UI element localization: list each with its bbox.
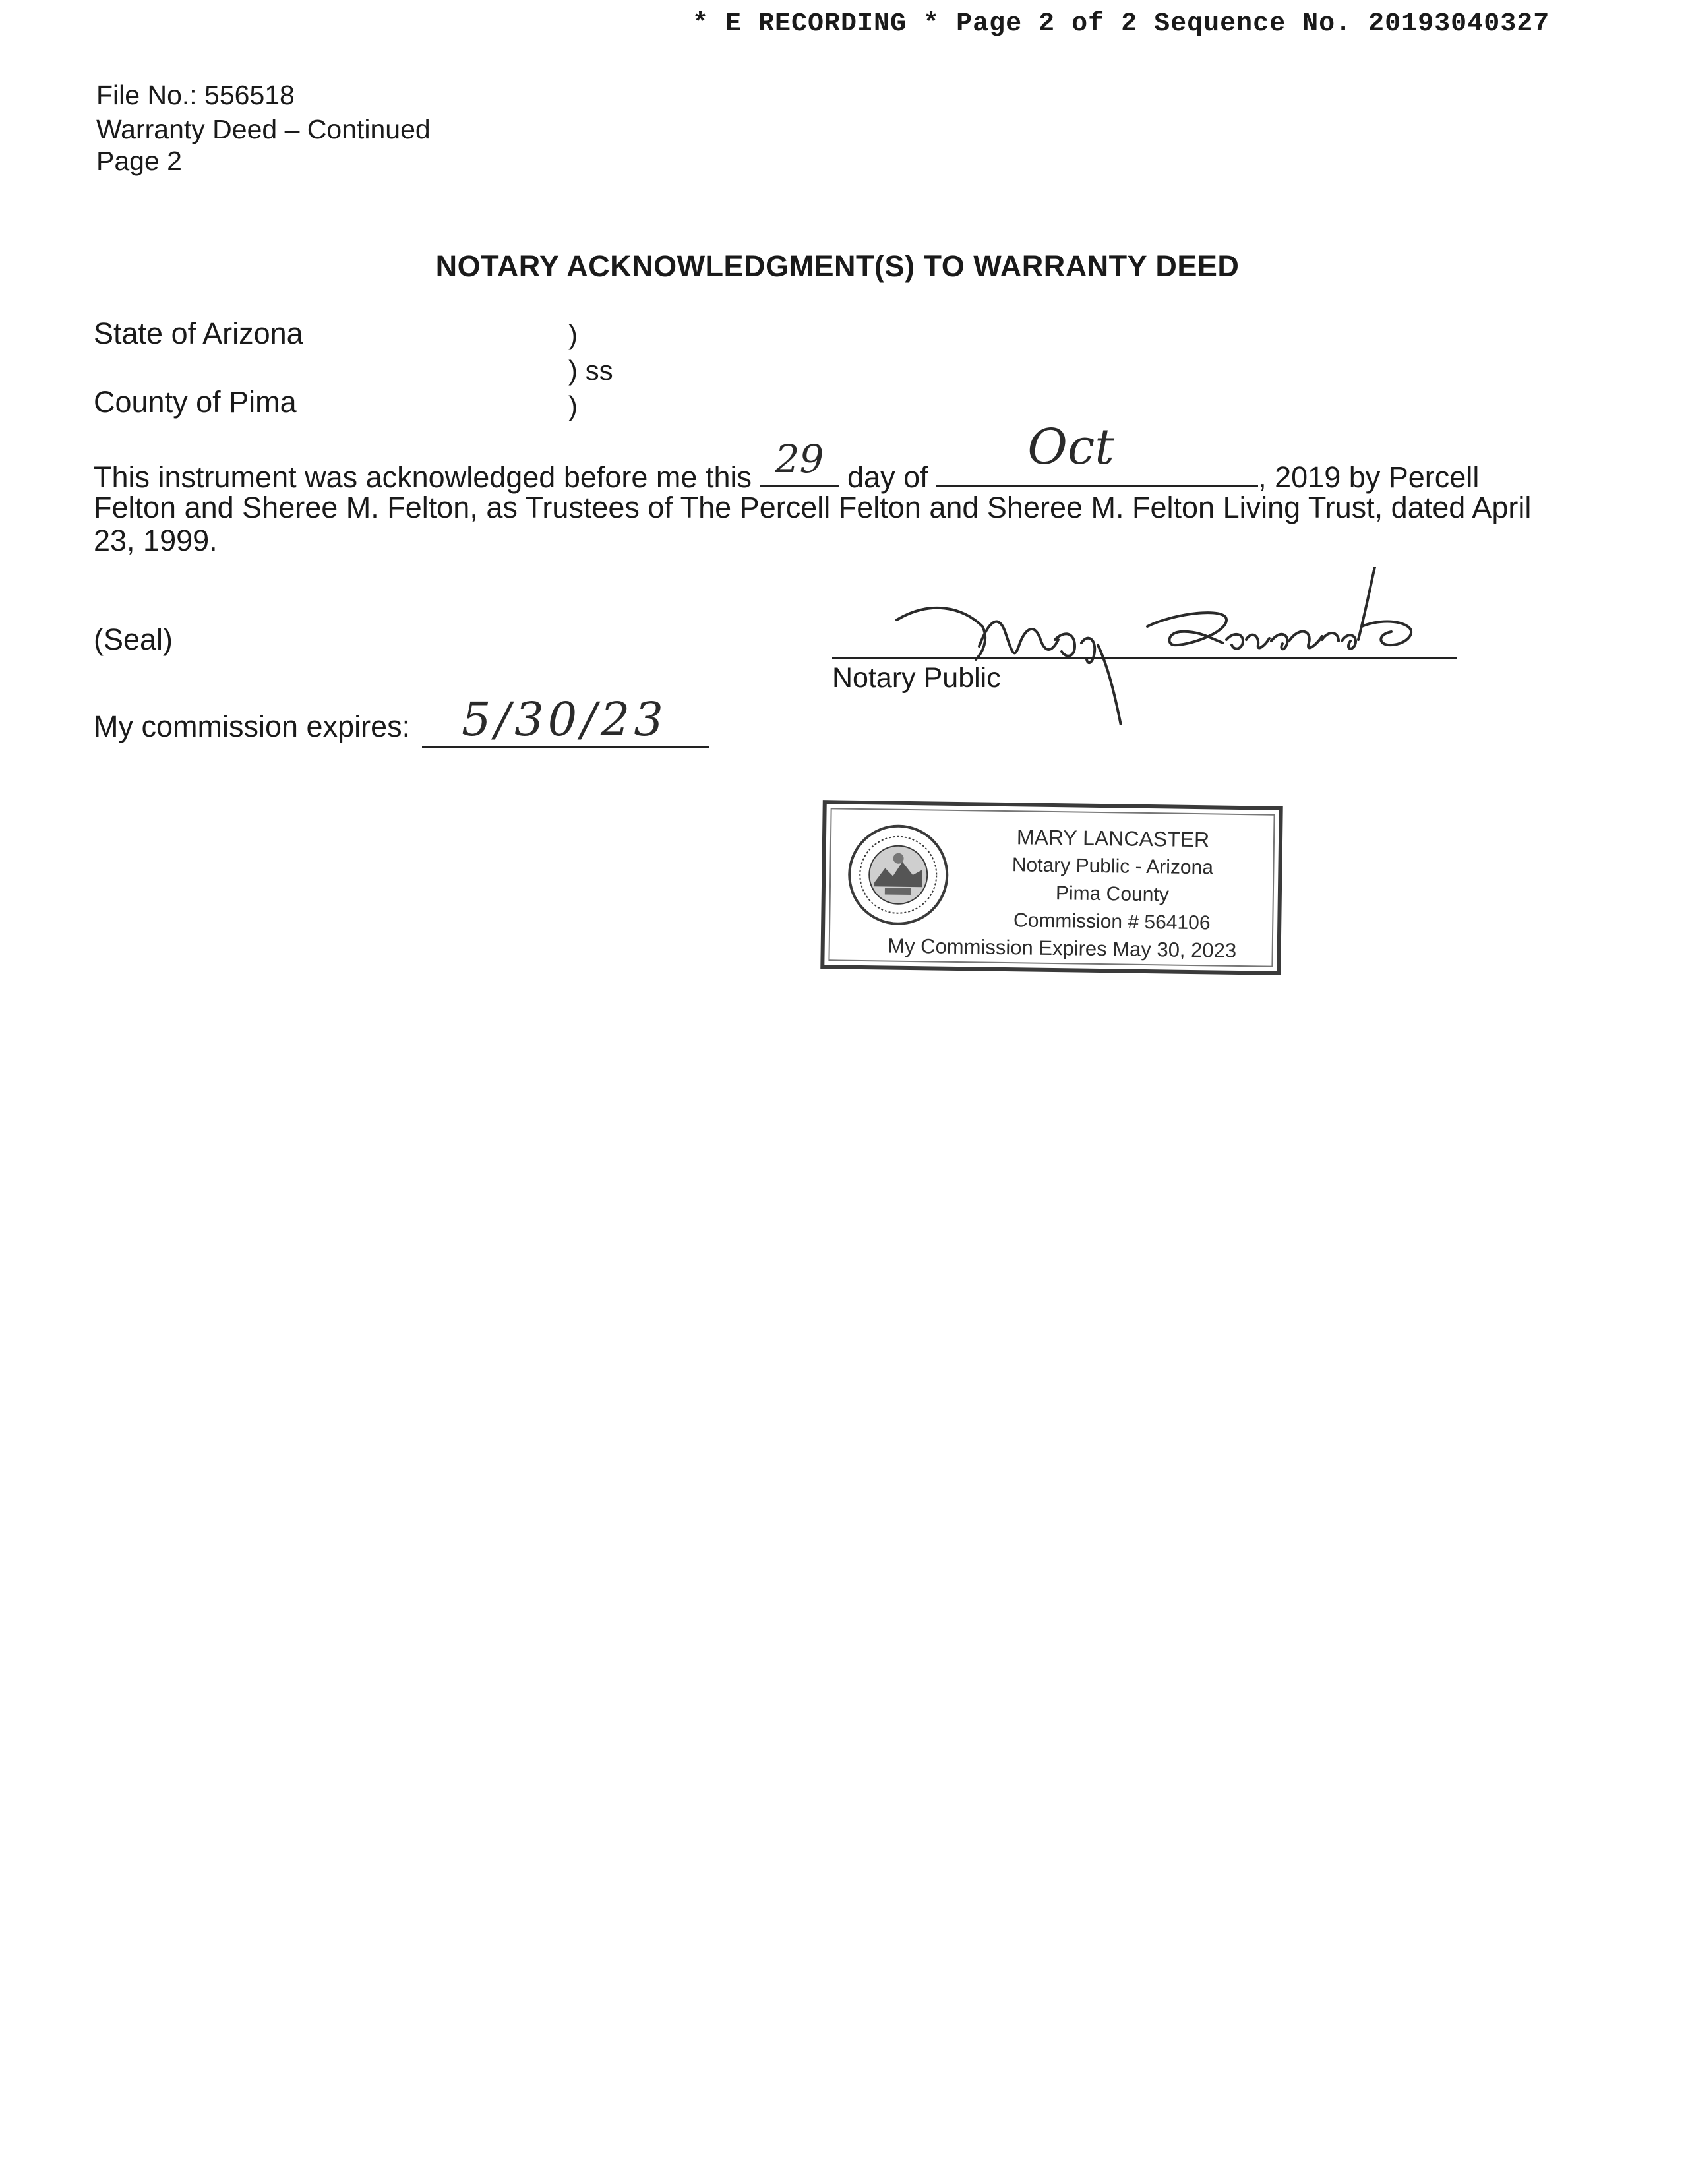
venue-paren-bottom: ): [568, 390, 578, 421]
stamp-county: Pima County: [1055, 882, 1169, 906]
page-number: Page 2: [96, 146, 182, 176]
stamp-commission-number: Commission # 564106: [1013, 909, 1211, 934]
month-handwritten: Oct: [1027, 419, 1115, 475]
stamp-title: Notary Public - Arizona: [1011, 854, 1214, 879]
file-number: File No.: 556518: [96, 80, 295, 110]
commission-label: My commission expires:: [94, 710, 411, 743]
document-title: NOTARY ACKNOWLEDGMENT(S) TO WARRANTY DEED: [435, 249, 1240, 283]
state-seal-icon: [845, 822, 951, 928]
venue-paren-ss: ) ss: [568, 355, 613, 386]
stamp-name: MARY LANCASTER: [1016, 825, 1210, 852]
recording-header: * E RECORDING * Page 2 of 2 Sequence No. 20193040327: [692, 9, 1550, 39]
acknowledgment-text-3: , 2019 by Percell: [1258, 460, 1480, 494]
notary-public-label: Notary Public: [832, 662, 1001, 694]
acknowledgment-line-1: [94, 419, 1480, 495]
commission-date-handwritten: 5/30/23: [462, 692, 667, 746]
day-handwritten: 29: [775, 437, 824, 481]
deed-continued: Warranty Deed – Continued: [96, 114, 431, 144]
month-blank: [936, 419, 1258, 487]
stamp-expiration: My Commission Expires May 30, 2023: [888, 934, 1237, 962]
venue-county: County of Pima: [94, 385, 297, 419]
acknowledgment-line-2: Felton and Sheree M. Felton, as Trustees of The Percell Felton and Sheree M. Felton Living Trust, dated April: [94, 491, 1532, 524]
venue-state: State of Arizona: [94, 317, 303, 350]
acknowledgment-line-3: 23, 1999.: [94, 524, 218, 557]
signature-line: [832, 657, 1457, 659]
notary-signature: [857, 567, 1451, 725]
notary-stamp: [820, 800, 1283, 975]
acknowledgment-text-2: day of: [847, 460, 928, 494]
day-blank: [760, 437, 839, 487]
acknowledgment-text-1: This instrument was acknowledged before me this: [94, 460, 752, 494]
venue-paren-top: ): [568, 319, 578, 350]
seal-label: (Seal): [94, 622, 173, 656]
